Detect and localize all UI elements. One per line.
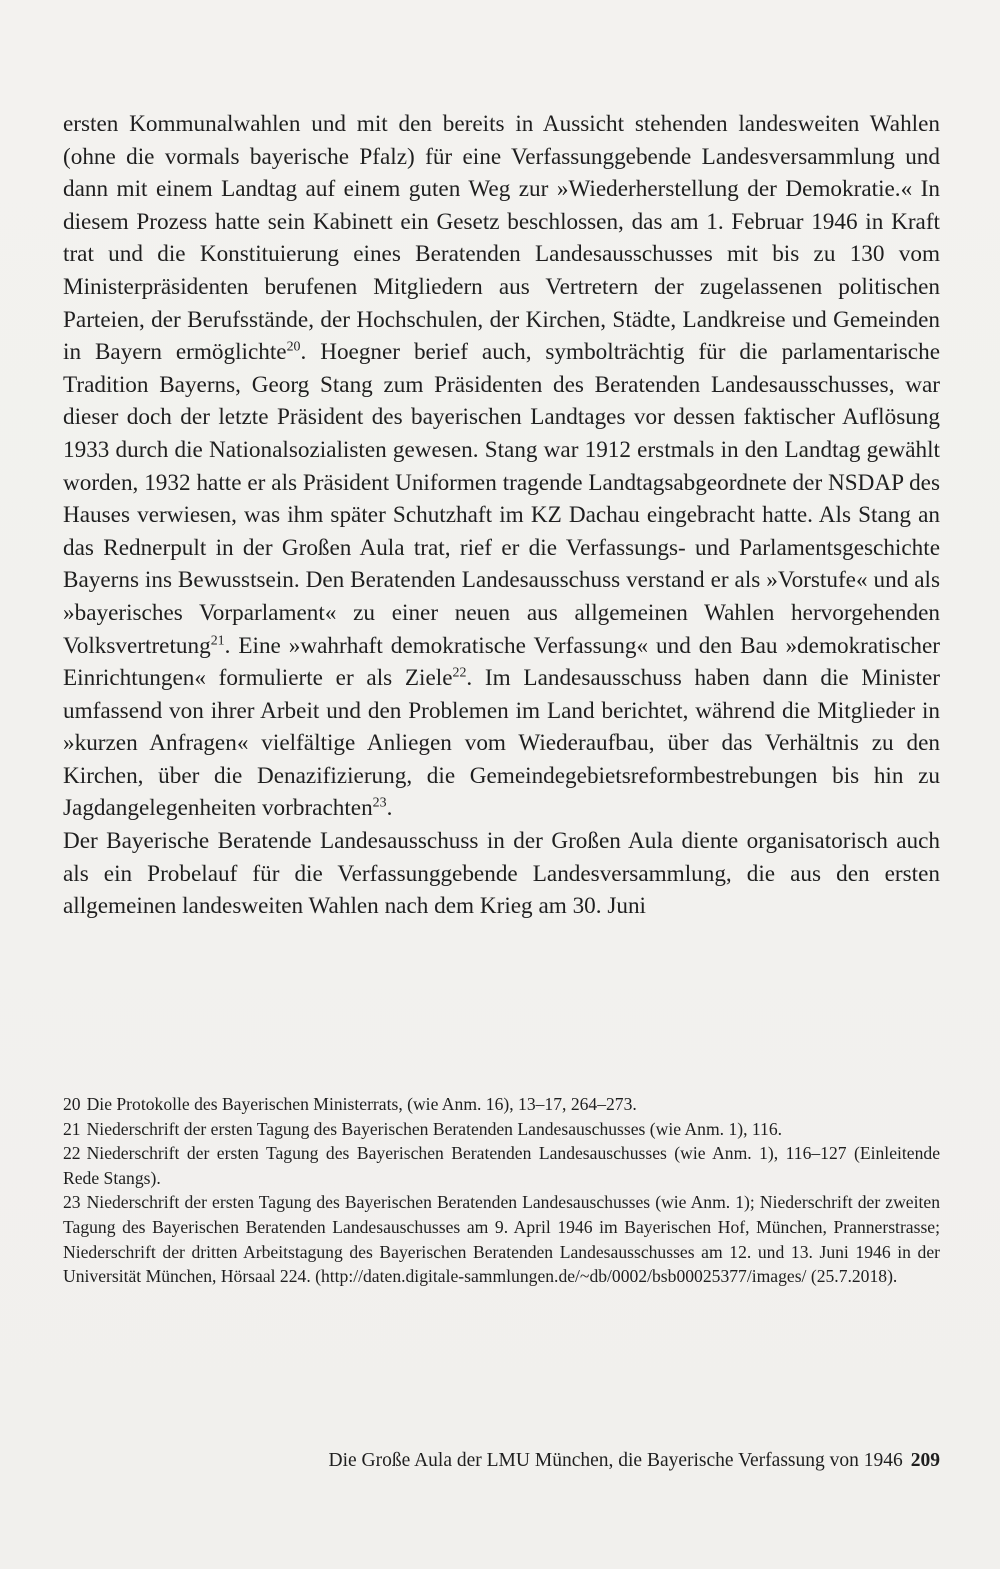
footnotes — [63, 1092, 940, 1289]
footnote-text: Niederschrift der ersten Tagung des Bayerischen Beratenden Landesauschusses (wie Anm. 1); Niederschrift der zweiten Tagung des Bayerischen Beratenden Landesauschusses am 9. April 1946 im Bayerischen Hof, München, Prannerstrasse; Niederschrift der dritten Arbeitstagung des Bayerischen Beratenden Landesausschusses am 12. und 13. Juni 1946 in der Universität München, Hörsaal 224. (http://daten.digitale-sammlungen.de/~db/0002/bsb00025377/images/ (25.7.2018). — [63, 1192, 940, 1287]
footnote-22 — [63, 1141, 940, 1190]
footnote-number: 22 — [63, 1143, 81, 1164]
footnote-ref-22[interactable]: 22 — [452, 665, 467, 681]
page-number: 209 — [910, 1450, 940, 1471]
paragraph-1-text-d: . Im Landesausschuss haben dann die Minister umfassend von ihrer Arbeit und den Problemen im Land berichtet, während die Mitglieder in »kurzen Anfragen« vielfältige Anliegen vom Wiederaufbau, über das Verhältnis zu den Kirchen, über die Denazifizierung, die Gemeindegebietsreformbestrebungen bis hin zu Jagdangelegenheiten vorbrachten — [63, 665, 941, 822]
running-footer — [329, 1450, 940, 1472]
footnote-number: 20 — [63, 1094, 81, 1114]
footnote-text: Niederschrift der ersten Tagung des Bayerischen Beratenden Landesauschusses (wie Anm. 1), 116–127 (Einleitende Rede Stangs). — [63, 1143, 940, 1188]
footnote-ref-21[interactable]: 21 — [210, 632, 225, 648]
paragraph-1-text-c: . Eine »wahrhaft demokratische Verfassung« und den Bau »demokratischer Einrichtungen« formulierte er als Ziele — [63, 632, 940, 692]
paragraph-1-text-b: . Hoegner berief auch, symbolträchtig für die parlamentarische Tradition Bayerns, Georg Stang zum Präsidenten des Beratenden Landesausschusses, war dieser doch der letzte Präsident des bayerischen Landtages vor dessen faktischer Auflösung 1933 durch die Nationalsozialisten gewesen. Stang war 1912 erstmals in den Landtag gewählt worden, 1932 hatte er als Präsident Uniformen tragende Landtagsabgeordnete der NSDAP des Hauses verwiesen, was ihm später Schutzhaft im KZ Dachau eingebracht hatte. Als Stang an das Rednerpult in der Großen Aula trat, rief er die Verfassungs- und Parlamentsgeschichte Bayerns ins Bewusstsein. Den Beratenden Landesausschuss verstand er als »Vorstufe« und als »bayerisches Vorparlament« zu einer neuen aus allgemeinen Wahlen hervorgehenden Volksvertretung — [63, 339, 940, 659]
footnote-number: 21 — [63, 1118, 81, 1139]
main-text — [63, 108, 940, 923]
paragraph-2: Der Bayerische Beratende Landesausschuss in der Großen Aula diente organisatorisch auch als ein Probelauf für die Verfassunggebende Landesversammlung, die aus den ersten allgemeinen landesweiten Wahlen nach dem Krieg am 30. Juni — [63, 828, 940, 920]
footnote-ref-20[interactable]: 20 — [286, 339, 301, 355]
footnote-23 — [63, 1190, 940, 1288]
footnote-text: Die Protokolle des Bayerischen Ministerrats, (wie Anm. 16), 13–17, 264–273. — [86, 1094, 637, 1114]
paragraph-1 — [63, 108, 940, 825]
running-title: Die Große Aula der LMU München, die Bayerische Verfassung von 1946 — [328, 1450, 903, 1471]
paragraph-1-text-a: ersten Kommunalwahlen und mit den bereits in Aussicht stehenden landesweiten Wahlen (ohne die vormals bayerische Pfalz) für eine Verfassunggebende Landesversammlung und dann mit einem Landtag auf einem guten Weg zur »Wiederherstellung der Demokratie.« In diesem Prozess hatte sein Kabinett ein Gesetz beschlossen, das am 1. Februar 1946 in Kraft trat und die Konstituierung eines Beratenden Landesausschusses mit bis zu 130 vom Ministerpräsidenten berufenen Mitgliedern aus Vertretern der zugelassenen politischen Parteien, der Berufsstände, der Hochschulen, der Kirchen, Städte, Landkreise und Gemeinden in Bayern ermöglichte — [63, 111, 940, 366]
footnote-20 — [63, 1092, 940, 1117]
footnote-ref-23[interactable]: 23 — [372, 795, 387, 811]
footnote-21 — [63, 1117, 940, 1142]
paragraph-1-text-e: . — [386, 795, 393, 822]
footnote-number: 23 — [63, 1192, 81, 1213]
footnote-text: Niederschrift der ersten Tagung des Bayerischen Beratenden Landesauschusses (wie Anm. 1), 116. — [86, 1118, 783, 1139]
